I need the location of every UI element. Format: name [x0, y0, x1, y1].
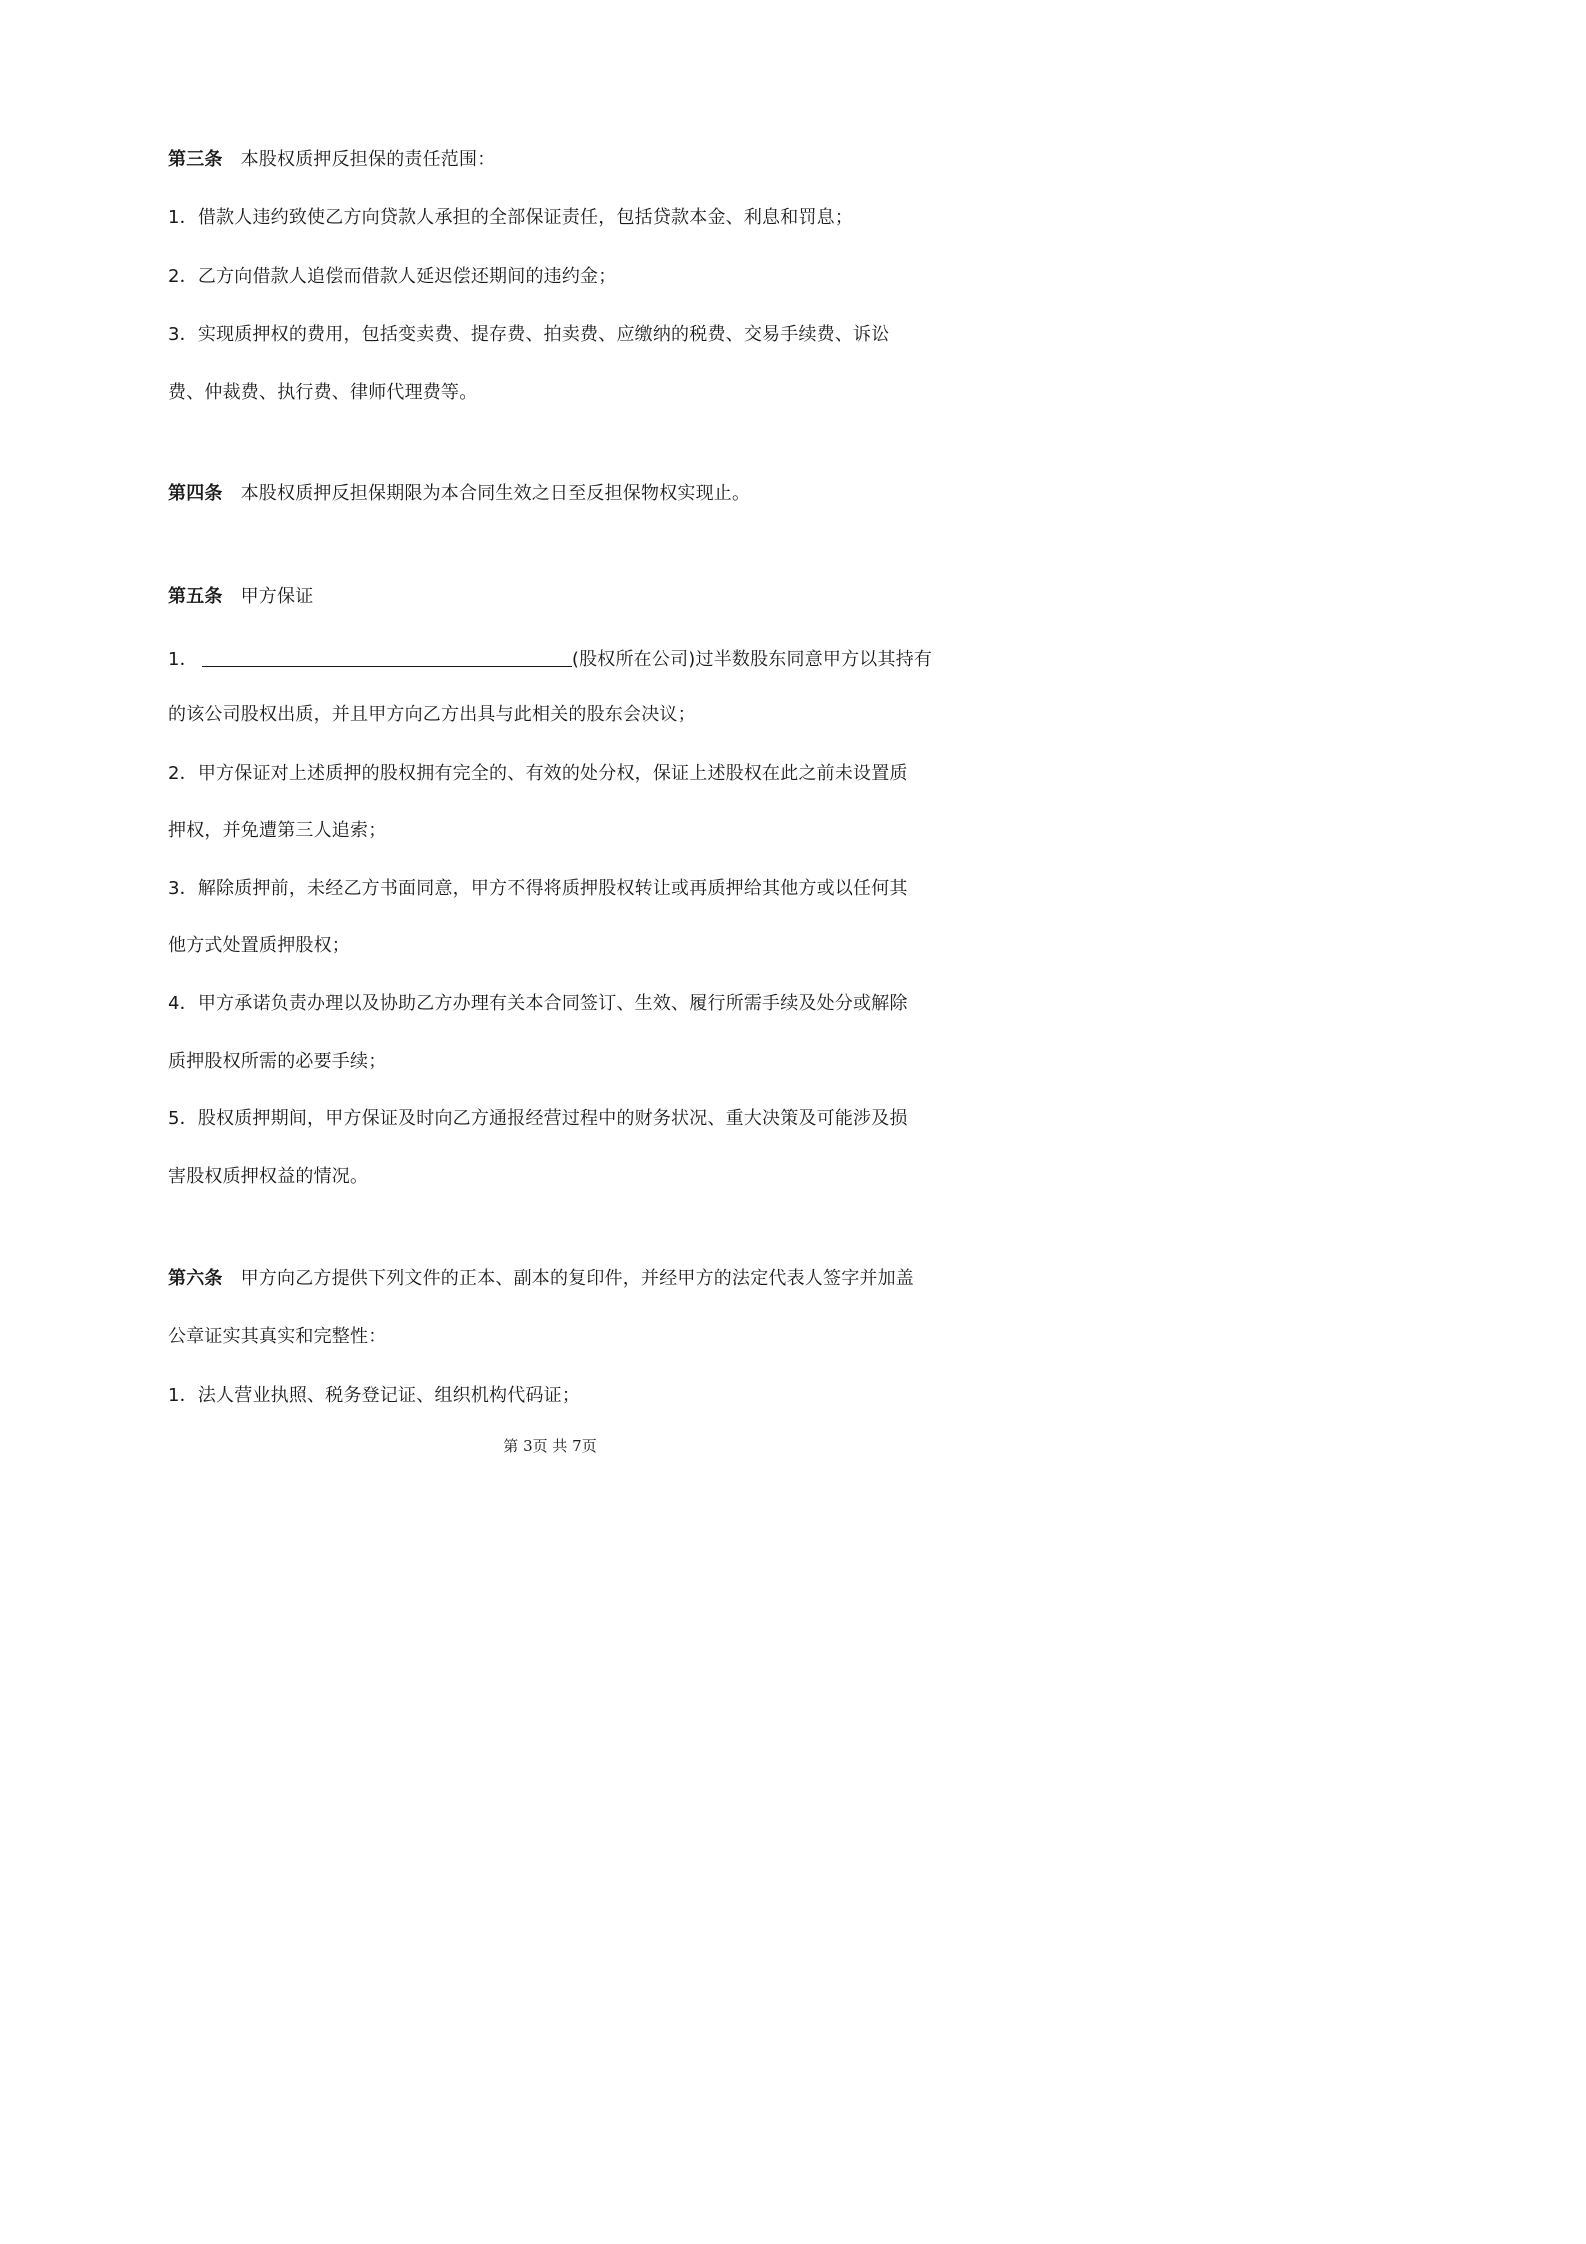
- article-4-title: 第四条: [168, 483, 223, 504]
- article-6-title: 第六条: [168, 1268, 223, 1289]
- article-5-item-continuation: 他方式处置质押股权；: [168, 935, 350, 956]
- article-5-item-1-text: (股权所在公司)过半数股东同意甲方以其持有: [571, 649, 933, 670]
- article-3-item-continuation: 费、仲裁费、执行费、律师代理费等。: [168, 382, 478, 403]
- article-5-item: 2．甲方保证对上述质押的股权拥有完全的、有效的处分权，保证上述股权在此之前未设置质: [168, 763, 908, 784]
- article-5-heading-text: 甲方保证: [240, 586, 314, 607]
- article-3-title: 第三条: [168, 149, 223, 170]
- document-page: [0, 0, 1100, 1556]
- page-footer: 第 3页 共 7页: [503, 1437, 597, 1455]
- article-5-heading: [168, 586, 313, 608]
- article-5-item: 4．甲方承诺负责办理以及协助乙方办理有关本合同签订、生效、履行所需手续及处分或解除: [168, 993, 908, 1014]
- article-5-item-continuation: 害股权质押权益的情况。: [168, 1166, 369, 1187]
- article-5-item-continuation: 押权，并免遭第三人追索；: [168, 820, 387, 841]
- article-5-item: 3．解除质押前，未经乙方书面同意，甲方不得将质押股权转让或再质押给其他方或以任何其: [168, 878, 908, 899]
- company-name-blank: [202, 646, 572, 667]
- article-5-item-1-number: 1．: [168, 649, 198, 670]
- article-3-heading: [168, 149, 495, 171]
- article-5-item-continuation: 质押股权所需的必要手续；: [168, 1051, 387, 1072]
- article-5-item: 5．股权质押期间，甲方保证及时向乙方通报经营过程中的财务状况、重大决策及可能涉及损: [168, 1108, 908, 1129]
- article-3-heading-text: 本股权质押反担保的责任范围：: [240, 149, 496, 170]
- article-3-item: 3．实现质押权的费用，包括变卖费、提存费、拍卖费、应缴纳的税费、交易手续费、诉讼: [168, 324, 890, 345]
- article-6-item-continuation: 公章证实其真实和完整性：: [168, 1326, 387, 1347]
- article-6-heading: [168, 1268, 914, 1290]
- article-5-item-continuation: 的该公司股权出质，并且甲方向乙方出具与此相关的股东会决议；: [168, 704, 696, 725]
- article-4-text: 本股权质押反担保期限为本合同生效之日至反担保物权实现止。: [240, 483, 751, 504]
- article-6-heading-text: 甲方向乙方提供下列文件的正本、副本的复印件，并经甲方的法定代表人签字并加盖: [240, 1268, 915, 1289]
- article-6-item: 1．法人营业执照、税务登记证、组织机构代码证；: [168, 1385, 581, 1406]
- article-3-item: 1．借款人违约致使乙方向贷款人承担的全部保证责任，包括贷款本金、利息和罚息；: [168, 207, 854, 228]
- article-5-item-1: [168, 646, 932, 671]
- article-4: [168, 483, 750, 505]
- article-3-item: 2．乙方向借款人追偿而借款人延迟偿还期间的违约金；: [168, 266, 617, 287]
- article-5-title: 第五条: [168, 586, 223, 607]
